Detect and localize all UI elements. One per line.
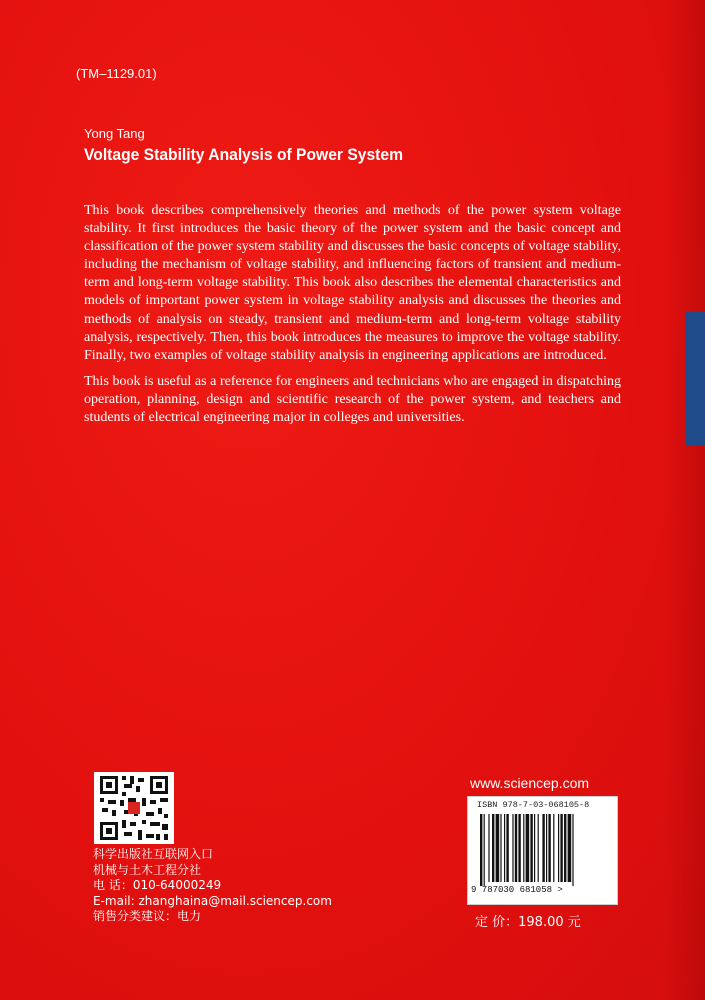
book-title: Voltage Stability Analysis of Power System <box>84 145 403 164</box>
sales-category: 销售分类建议：电力 <box>93 909 202 923</box>
publisher-info <box>93 847 332 925</box>
abstract-paragraph: This book is useful as a reference for engineers and technicians who are engaged in dispatching operation, planning, design and scientific research of the power system, and teachers and students of electrical engineering major in colleges and universities. <box>84 373 621 426</box>
barcode-bar <box>500 814 501 882</box>
barcode-bar <box>488 814 489 882</box>
barcode-bar <box>558 814 559 882</box>
barcode-bar <box>515 814 517 882</box>
barcode-bar <box>542 814 544 882</box>
barcode-bar <box>548 814 550 882</box>
book-price: 定 价：198.00 元 <box>475 915 581 930</box>
barcode-bar <box>530 814 532 882</box>
barcode-bar <box>560 814 562 882</box>
barcode-bar <box>523 814 524 882</box>
barcode-bar <box>568 814 572 882</box>
barcode-bar <box>572 814 573 886</box>
barcode-bar <box>546 814 547 882</box>
publisher-department: 机械与土木工程分社 <box>93 862 202 877</box>
isbn-barcode <box>467 796 618 905</box>
barcode-bar <box>518 814 520 882</box>
barcode-bar <box>526 814 530 882</box>
barcode-icon <box>480 814 605 886</box>
qr-caption: 科学出版社互联网入口 <box>93 847 214 861</box>
series-code: (TM–1129.01) <box>76 66 157 81</box>
barcode-bar <box>564 814 566 882</box>
qr-code-icon <box>94 772 174 844</box>
barcode-bar <box>534 814 535 882</box>
barcode-bar <box>504 814 505 882</box>
isbn-digits: 9 787030 681058 > <box>471 885 563 895</box>
book-abstract <box>84 202 621 435</box>
publisher-website: www.sciencep.com <box>470 775 590 791</box>
spine-color-tab <box>686 312 705 446</box>
qr-code[interactable] <box>94 772 174 844</box>
barcode-bar <box>480 814 482 886</box>
isbn-label: ISBN 978-7-03-068105-8 <box>477 800 590 810</box>
barcode-bar <box>512 814 513 882</box>
spine-shadow <box>665 0 705 1000</box>
barcode-bar <box>538 814 539 882</box>
barcode-bar <box>492 814 494 882</box>
barcode-bar <box>496 814 500 882</box>
barcode-bar <box>484 814 485 886</box>
author-name: Yong Tang <box>84 126 145 141</box>
publisher-phone: 电 话：010-64000249 <box>93 878 222 892</box>
abstract-paragraph: This book describes comprehensively theories and methods of the power system voltage stability. It first introduces the basic theory of the power system and the basic concept and classification of the power system stability and discusses the basic concepts of voltage stability, including the mechanism of voltage stability, and influencing factors of transient and medium-term and long-term voltage stability. This book also describes the elemental characteristics and models of important power system in voltage stability analysis and discusses the theories and methods of analysis on steady, transient and medium-term and long-term voltage stability analysis, respectively. Then, this book introduces the measures to improve the voltage stability. Finally, two examples of voltage stability analysis in engineering applications are introduced. <box>84 203 621 363</box>
barcode-bar <box>553 814 554 882</box>
publisher-email: E-mail: zhanghaina@mail.sciencep.com <box>93 893 332 908</box>
barcode-bar <box>506 814 508 882</box>
